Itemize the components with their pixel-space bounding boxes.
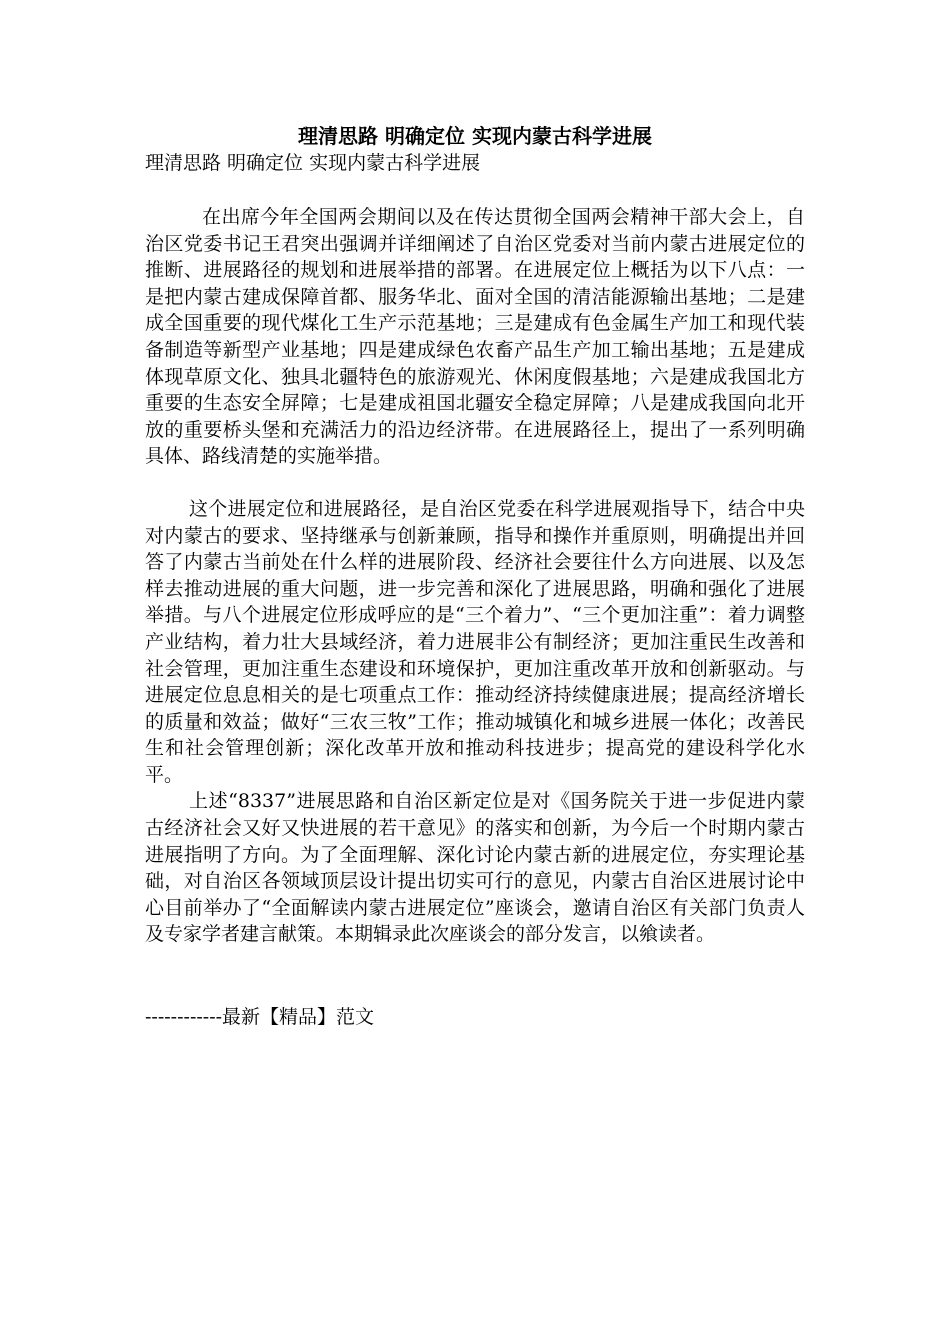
document-page bbox=[145, 122, 805, 1030]
footer-note: ------------最新【精品】范文 bbox=[145, 1006, 375, 1029]
document-title: 理清思路 明确定位 实现内蒙古科学进展 bbox=[298, 124, 652, 148]
paragraph-3: 上述“8337”进展思路和自治区新定位是对《国务院关于进一步促进内蒙古经济社会又好又快进展的若干意见》的落实和创新，为今后一个时期内蒙古进展指明了方向。为了全面理解、深化讨论内蒙古新的进展定位，夯实理论基础，对自治区各领域顶层设计提出切实可行的意见，内蒙古自治区进展讨论中心目前举办了“全面解读内蒙古进展定位”座谈会，邀请自治区有关部门负责人及专家学者建言献策。本期辑录此次座谈会的部分发言，以飨读者。 bbox=[145, 790, 805, 946]
paragraph-1: 在出席今年全国两会期间以及在传达贯彻全国两会精神干部大会上，自治区党委书记王君突出强调并详细阐述了自治区党委对当前内蒙古进展定位的推断、进展路径的规划和进展举措的部署。在进展定位上概括为以下八点：一是把内蒙古建成保障首都、服务华北、面对全国的清洁能源输出基地；二是建成全国重要的现代煤化工生产示范基地；三是建成有色金属生产加工和现代装备制造等新型产业基地；四是建成绿色农畜产品生产加工输出基地；五是建成体现草原文化、独具北疆特色的旅游观光、休闲度假基地；六是建成我国北方重要的生态安全屏障；七是建成祖国北疆安全稳定屏障；八是建成我国向北开放的重要桥头堡和充满活力的沿边经济带。在进展路径上，提出了一系列明确具体、路线清楚的实施举措。 bbox=[145, 206, 805, 468]
paragraph-2: 这个进展定位和进展路径，是自治区党委在科学进展观指导下，结合中央对内蒙古的要求、坚持继承与创新兼顾，指导和操作并重原则，明确提出并回答了内蒙古当前处在什么样的进展阶段、经济社会要往什么方向进展、以及怎样去推动进展的重大问题，进一步完善和深化了进展思路，明确和强化了进展举措。与八个进展定位形成呼应的是“三个着力”、“三个更加注重”：着力调整产业结构，着力壮大县域经济，着力进展非公有制经济；更加注重民生改善和社会管理，更加注重生态建设和环境保护，更加注重改革开放和创新驱动。与进展定位息息相关的是七项重点工作：推动经济持续健康进展；提高经济增长的质量和效益；做好“三农三牧”工作；推动城镇化和城乡进展一体化；改善民生和社会管理创新；深化改革开放和推动科技进步；提高党的建设科学化水平。 bbox=[145, 497, 805, 786]
document-subtitle: 理清思路 明确定位 实现内蒙古科学进展 bbox=[145, 152, 481, 174]
